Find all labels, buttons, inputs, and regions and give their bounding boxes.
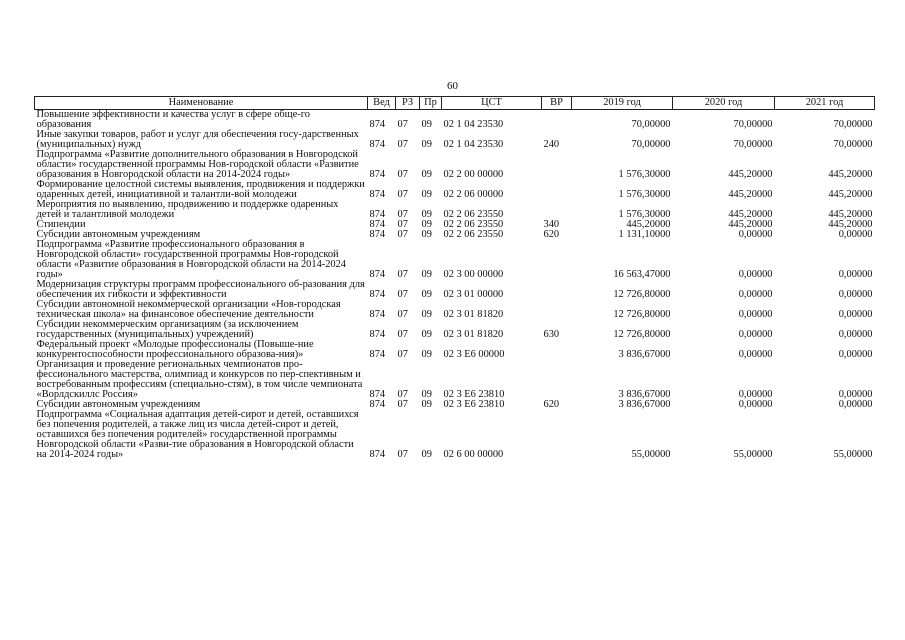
cell-2020: 0,00000	[738, 289, 773, 300]
cell-2020: 0,00000	[738, 229, 773, 240]
cell-cst: 02 2 06 00000	[443, 189, 504, 200]
cell-ved: 874	[369, 329, 386, 340]
cell-2019: 1 576,30000	[618, 189, 671, 200]
cell-pr: 09	[421, 449, 432, 460]
cell-2020: 445,20000	[728, 219, 773, 230]
cell-2021: 445,20000	[828, 169, 873, 180]
cell-vr: 340	[543, 219, 560, 230]
cell-name: Стипендии	[36, 219, 86, 230]
table-row	[35, 410, 875, 460]
cell-name: Иные закупки товаров, работ и услуг для обеспечения госу-дарственных (муниципальных) нужд	[36, 129, 359, 150]
cell-2021: 0,00000	[838, 269, 873, 280]
cell-cst: 02 3 E6 00000	[443, 349, 505, 360]
cell-rz: 07	[397, 399, 408, 410]
cell-rz: 07	[397, 119, 408, 130]
cell-cst: 02 3 00 00000	[443, 269, 504, 280]
cell-vr: 240	[543, 139, 560, 150]
cell-2019: 445,20000	[626, 219, 671, 230]
cell-vr: 620	[543, 229, 560, 240]
cell-ved: 874	[369, 189, 386, 200]
cell-2020: 55,00000	[733, 449, 773, 460]
cell-vr	[542, 340, 572, 360]
cell-cst: 02 6 00 00000	[443, 449, 504, 460]
column-header-name: Наименование	[35, 97, 368, 110]
cell-2021: 0,00000	[838, 309, 873, 320]
cell-cst: 02 1 04 23530	[443, 139, 504, 150]
cell-vr	[542, 150, 572, 180]
cell-pr: 09	[421, 289, 432, 300]
cell-cst: 02 3 01 81820	[443, 329, 504, 340]
cell-name: Подпрограмма «Социальная адаптация детей-сирот и детей, оставшихся без попечения родителей, а также лиц из числа детей-сирот и детей, оставшихся без попечения родителей» государственной программы Новгородской области «Разви-тие образования в Новгородской области на 2014-2024 годы»	[36, 409, 359, 460]
cell-rz: 07	[397, 219, 408, 230]
cell-pr: 09	[421, 139, 432, 150]
cell-name: Подпрограмма «Развитие дополнительного образования в Новгородской области» государственной программы Нов-городской области «Развитие образования в Новгородской области на 2014-2024 годы»	[36, 149, 359, 180]
cell-ved: 874	[369, 349, 386, 360]
table-row	[35, 360, 875, 400]
cell-2020: 445,20000	[728, 189, 773, 200]
cell-ved: 874	[369, 399, 386, 410]
cell-cst: 02 1 04 23530	[443, 119, 504, 130]
cell-2019: 16 563,47000	[613, 269, 671, 280]
cell-cst: 02 2 06 23550	[443, 219, 504, 230]
cell-2019: 3 836,67000	[618, 389, 671, 400]
cell-pr: 09	[421, 389, 432, 400]
cell-2019: 55,00000	[631, 449, 671, 460]
cell-2019: 3 836,67000	[618, 399, 671, 410]
cell-rz: 07	[397, 269, 408, 280]
column-header-pr: Пр	[420, 97, 442, 110]
cell-pr: 09	[421, 219, 432, 230]
table-row	[35, 300, 875, 320]
cell-2019: 12 726,80000	[613, 309, 671, 320]
cell-cst: 02 2 06 23550	[443, 209, 504, 220]
cell-2019: 1 576,30000	[618, 169, 671, 180]
cell-name: Федеральный проект «Молодые профессионалы (Повыше-ние конкурентоспособности профессионального образова-ния)»	[36, 339, 314, 360]
table-row	[35, 280, 875, 300]
cell-2020: 0,00000	[738, 269, 773, 280]
cell-pr: 09	[421, 269, 432, 280]
cell-ved: 874	[369, 389, 386, 400]
table-row	[35, 110, 875, 131]
cell-rz: 07	[397, 309, 408, 320]
table-row	[35, 200, 875, 220]
cell-2021: 70,00000	[833, 119, 873, 130]
column-header-rz: РЗ	[396, 97, 420, 110]
cell-rz: 07	[397, 229, 408, 240]
cell-rz: 07	[397, 169, 408, 180]
table-row	[35, 180, 875, 200]
cell-vr: 630	[543, 329, 560, 340]
cell-vr	[542, 360, 572, 400]
cell-2021: 70,00000	[833, 139, 873, 150]
cell-vr	[542, 240, 572, 280]
cell-vr	[542, 280, 572, 300]
cell-2021: 0,00000	[838, 229, 873, 240]
cell-rz: 07	[397, 189, 408, 200]
cell-2021: 0,00000	[838, 349, 873, 360]
cell-cst: 02 2 06 23550	[443, 229, 504, 240]
cell-pr: 09	[421, 209, 432, 220]
cell-pr: 09	[421, 309, 432, 320]
cell-2020: 0,00000	[738, 399, 773, 410]
cell-cst: 02 3 E6 23810	[443, 389, 505, 400]
cell-2019: 70,00000	[631, 139, 671, 150]
cell-pr: 09	[421, 169, 432, 180]
cell-ved: 874	[369, 119, 386, 130]
cell-rz: 07	[397, 139, 408, 150]
cell-name: Субсидии некоммерческим организациям (за исключением государственных (муниципальных) учреждений)	[36, 319, 299, 340]
cell-pr: 09	[421, 189, 432, 200]
cell-cst: 02 3 E6 23810	[443, 399, 505, 410]
cell-2019: 1 131,10000	[618, 229, 671, 240]
column-header-cst: ЦСТ	[442, 97, 542, 110]
cell-pr: 09	[421, 329, 432, 340]
cell-rz: 07	[397, 449, 408, 460]
cell-name: Повышение эффективности и качества услуг в сфере обще-го образования	[36, 109, 310, 130]
cell-vr: 620	[543, 399, 560, 410]
cell-2020: 445,20000	[728, 169, 773, 180]
cell-pr: 09	[421, 119, 432, 130]
cell-ved: 874	[369, 289, 386, 300]
cell-name: Мероприятия по выявлению, продвижению и поддержке одаренных детей и талантливой молодежи	[36, 199, 339, 220]
table-row	[35, 320, 875, 340]
cell-name: Субсидии автономным учреждениям	[36, 229, 201, 240]
cell-2019: 1 576,30000	[618, 209, 671, 220]
column-header-2020: 2020 год	[673, 97, 775, 110]
cell-2021: 55,00000	[833, 449, 873, 460]
cell-vr	[542, 110, 572, 131]
cell-2019: 12 726,80000	[613, 329, 671, 340]
cell-ved: 874	[369, 209, 386, 220]
cell-pr: 09	[421, 349, 432, 360]
cell-rz: 07	[397, 289, 408, 300]
cell-2021: 445,20000	[828, 219, 873, 230]
cell-ved: 874	[369, 139, 386, 150]
column-header-vr: ВР	[542, 97, 572, 110]
table-row	[35, 130, 875, 150]
column-header-2021: 2021 год	[775, 97, 875, 110]
cell-rz: 07	[397, 329, 408, 340]
cell-name: Субсидии автономным учреждениям	[36, 399, 201, 410]
cell-name: Субсидии автономной некоммерческой организации «Нов-городская техническая школа» на финансовое обеспечение деятельности	[36, 299, 341, 320]
cell-vr	[542, 180, 572, 200]
column-header-2019: 2019 год	[572, 97, 673, 110]
cell-ved: 874	[369, 229, 386, 240]
budget-table	[34, 96, 875, 460]
cell-name: Формирование целостной системы выявления, продвижения и поддержки одаренных детей, инициативной и талантли-вой молодежи	[36, 179, 365, 200]
cell-2019: 12 726,80000	[613, 289, 671, 300]
cell-vr	[542, 410, 572, 460]
cell-2020: 70,00000	[733, 139, 773, 150]
cell-2020: 0,00000	[738, 389, 773, 400]
table-row	[35, 150, 875, 180]
cell-2020: 445,20000	[728, 209, 773, 220]
cell-pr: 09	[421, 229, 432, 240]
cell-2020: 70,00000	[733, 119, 773, 130]
cell-cst: 02 3 01 81820	[443, 309, 504, 320]
cell-rz: 07	[397, 349, 408, 360]
cell-ved: 874	[369, 169, 386, 180]
cell-2021: 0,00000	[838, 389, 873, 400]
column-header-ved: Вед	[368, 97, 396, 110]
cell-2021: 445,20000	[828, 209, 873, 220]
cell-vr	[542, 300, 572, 320]
cell-ved: 874	[369, 309, 386, 320]
cell-name: Подпрограмма «Развитие профессионального образования в Новгородской области» государственной программы Нов-городской области «Развитие образования в Новгородской области на 2014-2024 годы»	[36, 239, 347, 280]
cell-2021: 0,00000	[838, 399, 873, 410]
cell-2020: 0,00000	[738, 309, 773, 320]
cell-rz: 07	[397, 389, 408, 400]
cell-2021: 445,20000	[828, 189, 873, 200]
cell-cst: 02 2 00 00000	[443, 169, 504, 180]
cell-name: Модернизация структуры программ профессионального об-разования для обеспечения их гибкости и эффективности	[36, 279, 365, 300]
cell-2019: 70,00000	[631, 119, 671, 130]
cell-name: Организация и проведение региональных чемпионатов про-фессионального мастерства, олимпиад и конкурсов по пер-спективным и востребованным профессиям (специально-стям), в том числе чемпионата «Ворлдскиллс Россия»	[36, 359, 363, 400]
cell-ved: 874	[369, 449, 386, 460]
table-row	[35, 340, 875, 360]
table-header-row	[35, 97, 875, 110]
cell-2021: 0,00000	[838, 289, 873, 300]
cell-vr	[542, 200, 572, 220]
cell-ved: 874	[369, 219, 386, 230]
cell-2020: 0,00000	[738, 329, 773, 340]
cell-cst: 02 3 01 00000	[443, 289, 504, 300]
cell-2021: 0,00000	[838, 329, 873, 340]
cell-pr: 09	[421, 399, 432, 410]
cell-ved: 874	[369, 269, 386, 280]
page-number: 60	[447, 80, 458, 92]
cell-rz: 07	[397, 209, 408, 220]
cell-2019: 3 836,67000	[618, 349, 671, 360]
table-row	[35, 240, 875, 280]
cell-2020: 0,00000	[738, 349, 773, 360]
